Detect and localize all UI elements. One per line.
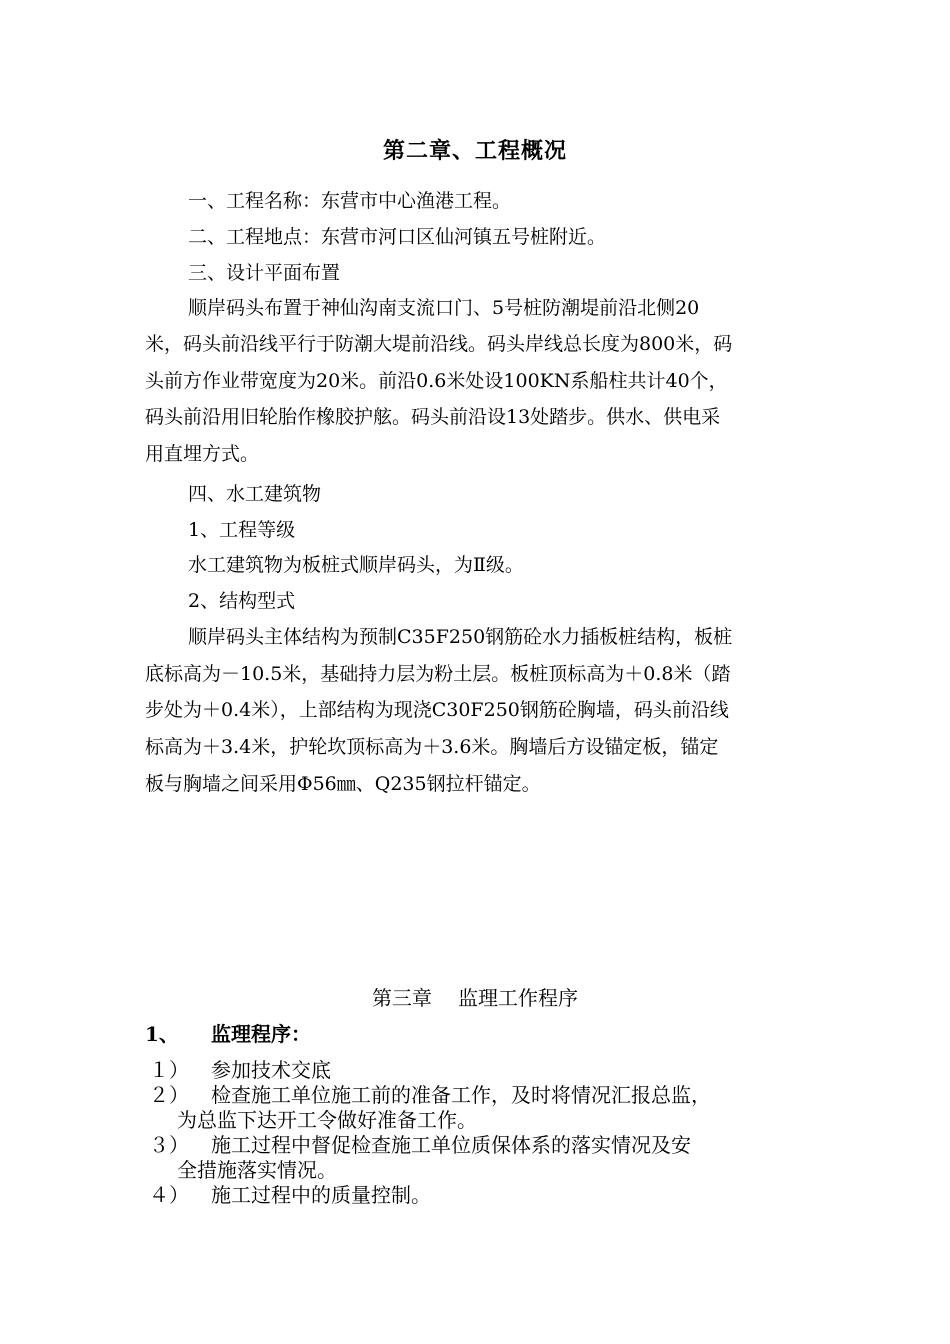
paragraph-line: 1、工程等级 (188, 519, 296, 541)
paragraph-line: 码头前沿用旧轮胎作橡胶护舷。码头前沿设13处踏步。供水、供电采 (145, 406, 721, 428)
paragraph-line: 标高为＋3.4米，护轮坎顶标高为＋3.6米。胸墙后方设锚定板，锚定 (145, 736, 719, 758)
paragraph-line: 三、设计平面布置 (188, 262, 341, 284)
list-item-text: 施工过程中的质量控制。 (211, 1183, 431, 1207)
list-item-number: １） (149, 1058, 189, 1082)
section-number: 1、 (145, 1022, 179, 1046)
chapter3-name: 监理工作程序 (458, 986, 578, 1010)
chapter2-title: 第二章、工程概况 (382, 138, 567, 164)
list-item-number: ４） (149, 1183, 189, 1207)
paragraph-line: 一、工程名称：东营市中心渔港工程。 (188, 190, 512, 212)
chapter3-label: 第三章 (372, 986, 432, 1010)
paragraph-line: 顺岸码头主体结构为预制C35F250钢筋砼水力插板桩结构，板桩 (188, 626, 733, 648)
paragraph-line: 用直埋方式。 (145, 443, 260, 465)
paragraph-line: 2、结构型式 (188, 590, 296, 612)
paragraph-line: 米，码头前沿线平行于防潮大堤前沿线。码头岸线总长度为800米，码 (145, 333, 733, 355)
paragraph-line: 水工建筑物为板桩式顺岸码头，为Ⅱ级。 (188, 554, 524, 576)
paragraph-line: 四、水工建筑物 (188, 483, 322, 505)
list-item-continuation: 为总监下达开工令做好准备工作。 (177, 1108, 477, 1132)
list-item-continuation: 全措施落实情况。 (177, 1158, 337, 1182)
paragraph-line: 头前方作业带宽度为20米。前沿0.6米处设100KN系船柱共计40个， (145, 370, 728, 392)
section-heading (145, 1018, 311, 1047)
paragraph-line: 底标高为－10.5米，基础持力层为粉土层。板桩顶标高为＋0.8米（踏 (145, 663, 731, 685)
chapter3-title (0, 982, 950, 1011)
section-title: 监理程序： (211, 1022, 311, 1046)
list-item-number: ３） (149, 1133, 189, 1157)
paragraph-line: 顺岸码头布置于神仙沟南支流口门、5号桩防潮堤前沿北侧20 (188, 297, 700, 319)
paragraph-line: 步处为＋0.4米），上部结构为现浇C30F250钢筋砼胸墙，码头前沿线 (145, 699, 729, 721)
list-item-text: 施工过程中督促检查施工单位质保体系的落实情况及安 (211, 1133, 691, 1157)
paragraph-line: 板与胸墙之间采用Φ56㎜、Q235钢拉杆锚定。 (145, 773, 541, 795)
list-item-text: 参加技术交底 (211, 1058, 331, 1082)
paragraph-line: 二、工程地点：东营市河口区仙河镇五号桩附近。 (188, 226, 607, 248)
list-item-number: ２） (149, 1083, 189, 1107)
list-item-text: 检查施工单位施工前的准备工作，及时将情况汇报总监， (211, 1083, 711, 1107)
